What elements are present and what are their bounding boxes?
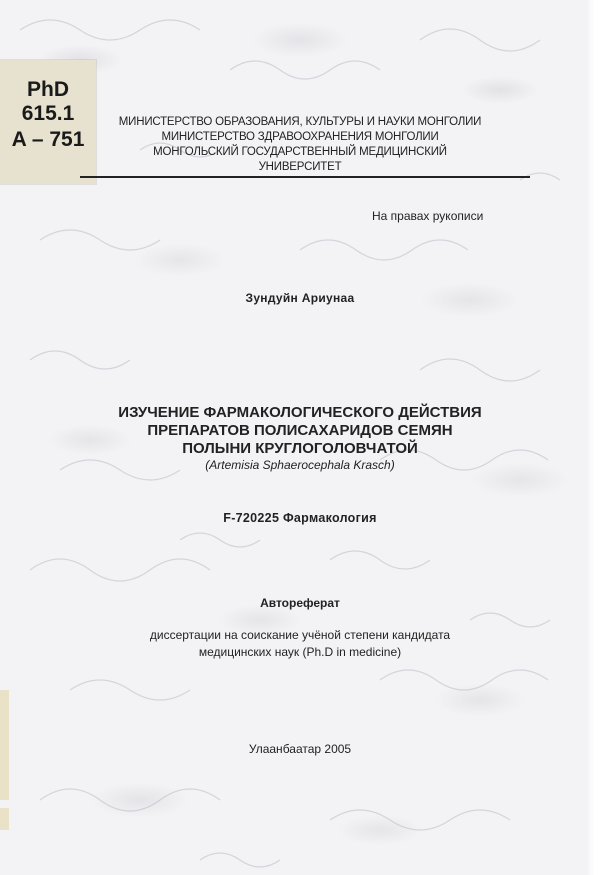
degree-statement — [60, 627, 540, 661]
header-line: МИНИСТЕРСТВО ОБРАЗОВАНИЯ, КУЛЬТУРЫ И НАУКИ МОНГОЛИИ — [118, 116, 482, 128]
degree-line: диссертации на соискание учёной степени кандидата — [149, 628, 451, 642]
call-number-line: PhD — [27, 78, 69, 101]
title-line: ИЗУЧЕНИЕ ФАРМАКОЛОГИЧЕСКОГО ДЕЙСТВИЯ — [118, 404, 482, 421]
binding-tape-mark — [0, 690, 9, 800]
header-line: УНИВЕРСИТЕТ — [258, 161, 342, 173]
title-line: ПОЛЫНИ КРУГЛОГОЛОВЧАТОЙ — [182, 440, 418, 457]
call-number-line: 615.1 — [21, 102, 75, 125]
header-line: МИНИСТЕРСТВО ЗДРАВООХРАНЕНИЯ МОНГОЛИИ — [161, 131, 439, 143]
title-line: ПРЕПАРАТОВ ПОЛИСАХАРИДОВ СЕМЯН — [147, 422, 453, 439]
place-and-year: Улаанбаатар 2005 — [248, 742, 352, 756]
binding-tape-mark — [0, 808, 9, 830]
rights-note: На правах рукописи — [372, 209, 484, 223]
thesis-title — [50, 404, 550, 473]
call-number-line: A – 751 — [11, 128, 85, 151]
document-type: Автореферат — [260, 596, 340, 610]
library-call-number-label — [0, 60, 96, 184]
latin-species-name: (Artemisia Sphaerocephala Krasch) — [205, 458, 395, 472]
specialty-code: F-720225 Фармакология — [223, 511, 377, 525]
header-divider — [80, 176, 530, 178]
institution-header — [90, 115, 510, 175]
author-name: Зундуйн Ариунаа — [245, 291, 355, 305]
header-line: МОНГОЛЬСКИЙ ГОСУДАРСТВЕННЫЙ МЕДИЦИНСКИЙ — [153, 146, 447, 158]
degree-line: медицинских наук (Ph.D in medicine) — [198, 645, 402, 659]
